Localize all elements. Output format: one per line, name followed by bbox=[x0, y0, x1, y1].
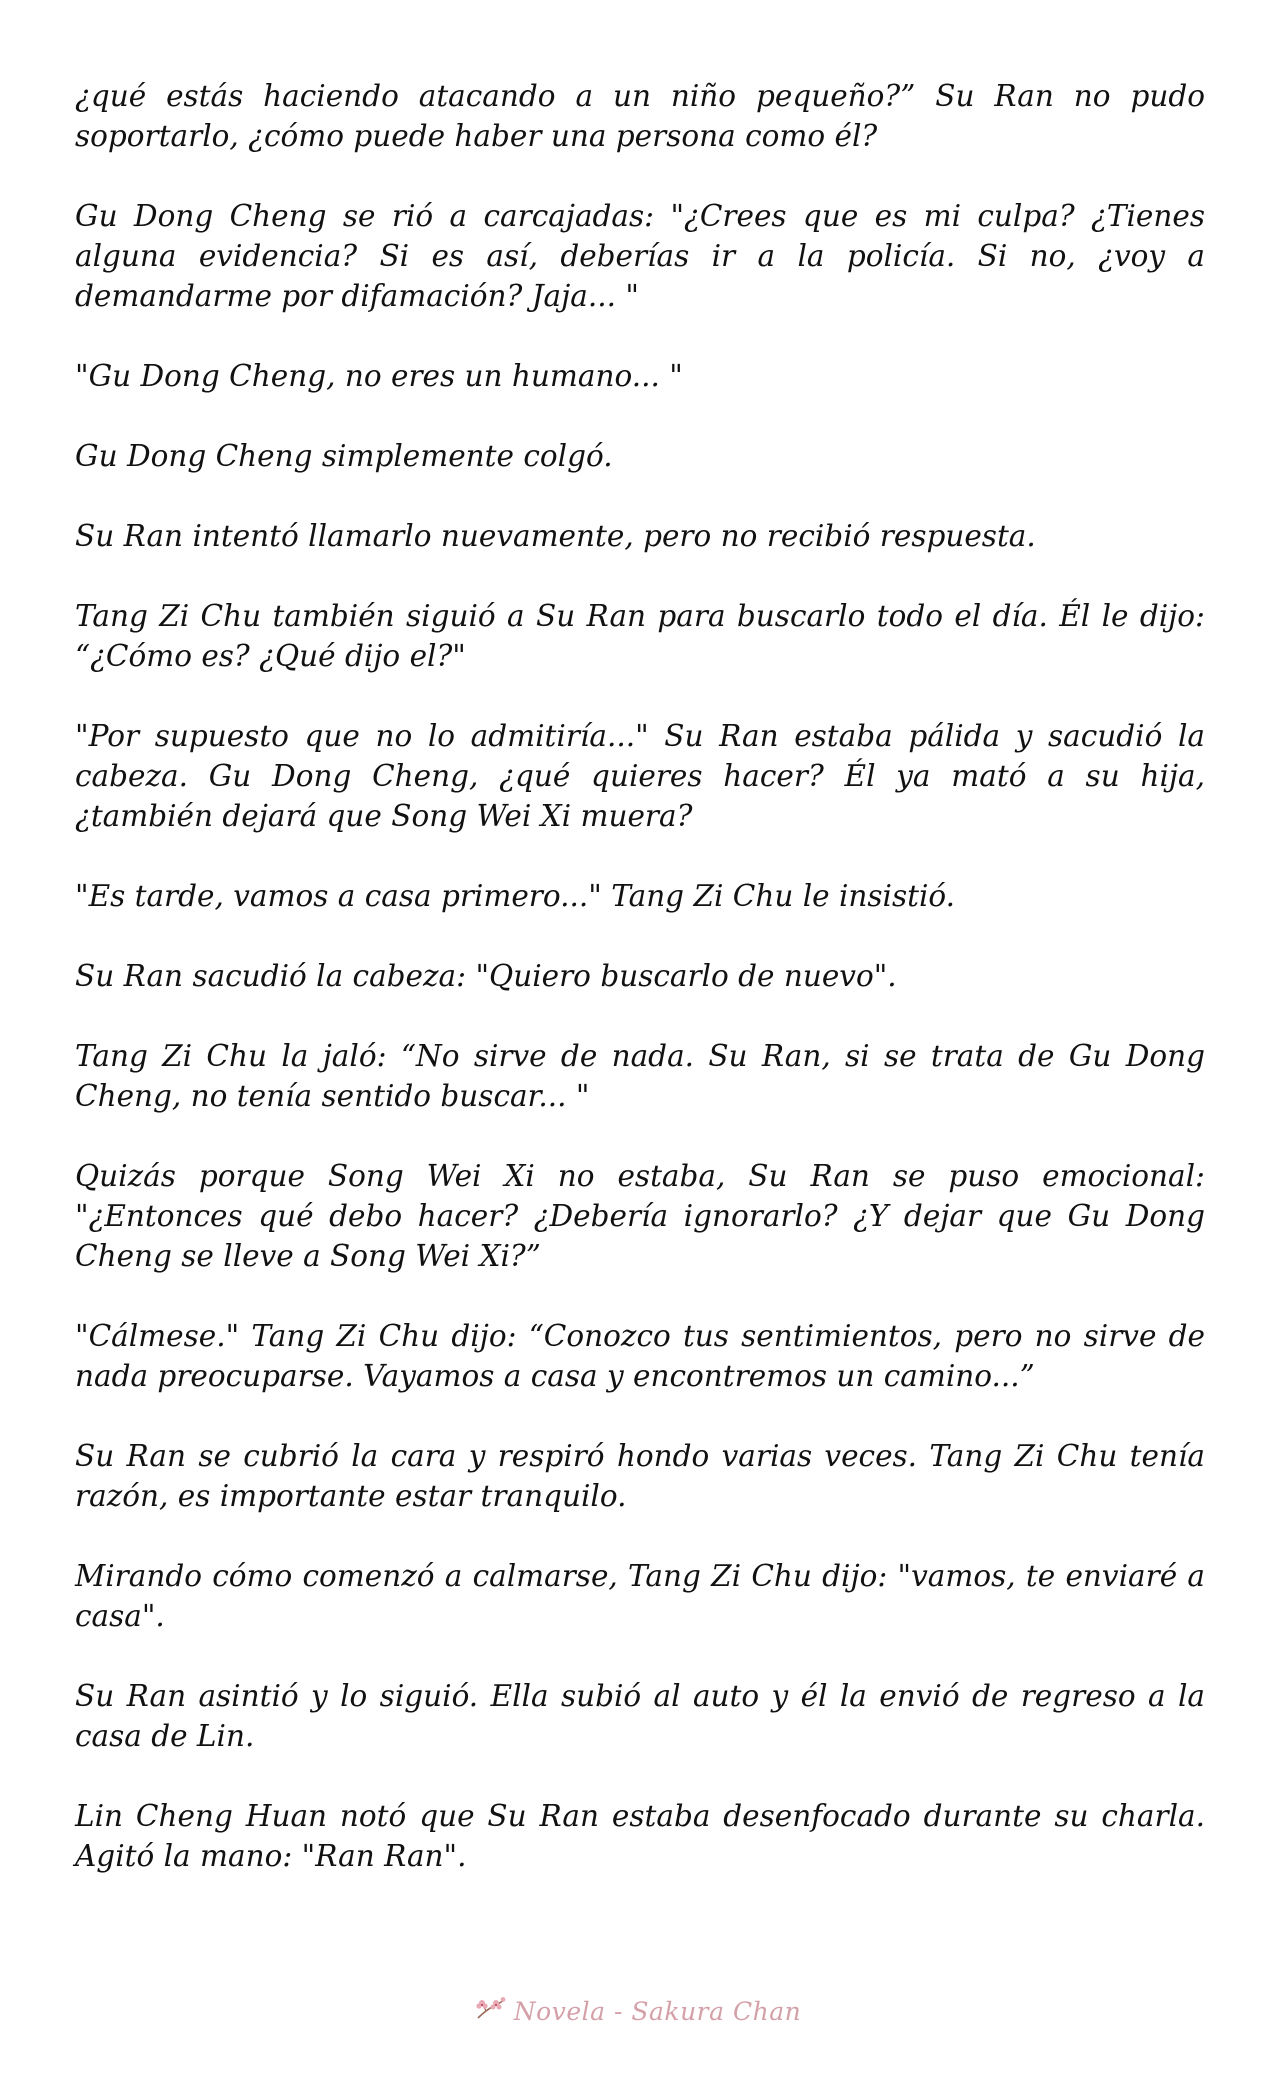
paragraph: Su Ran intentó llamarlo nuevamente, pero no recibió respuesta. bbox=[75, 519, 1036, 553]
paragraph: ¿qué estás haciendo atacando a un niño pequeño?” Su Ran no pudo soportarlo, ¿cómo puede haber una persona como él? bbox=[75, 79, 1205, 153]
paragraph: Lin Cheng Huan notó que Su Ran estaba desenfocado durante su charla. Agitó la mano: "Ran Ran". bbox=[75, 1799, 1205, 1873]
paragraph: Tang Zi Chu también siguió a Su Ran para buscarlo todo el día. Él le dijo: “¿Cómo es? ¿Qué dijo el?" bbox=[75, 599, 1205, 673]
paragraph: Su Ran asintió y lo siguió. Ella subió al auto y él la envió de regreso a la casa de Lin. bbox=[75, 1679, 1205, 1753]
paragraph: Su Ran se cubrió la cara y respiró hondo varias veces. Tang Zi Chu tenía razón, es importante estar tranquilo. bbox=[75, 1439, 1205, 1513]
watermark-footer bbox=[0, 1996, 1275, 2026]
paragraph: Quizás porque Song Wei Xi no estaba, Su Ran se puso emocional: "¿Entonces qué debo hacer? ¿Debería ignorarlo? ¿Y dejar que Gu Dong Cheng se lleve a Song Wei Xi?” bbox=[75, 1159, 1205, 1273]
paragraph: Gu Dong Cheng se rió a carcajadas: "¿Crees que es mi culpa? ¿Tienes alguna evidencia? Si es así, deberías ir a la policía. Si no, ¿voy a demandarme por difamación? Jaja... " bbox=[75, 199, 1205, 313]
paragraph: "Gu Dong Cheng, no eres un humano... " bbox=[75, 359, 683, 393]
paragraph: "Cálmese." Tang Zi Chu dijo: “Conozco tus sentimientos, pero no sirve de nada preocuparse. Vayamos a casa y encontremos un camino...” bbox=[75, 1319, 1205, 1393]
paragraph: Su Ran sacudió la cabeza: "Quiero buscarlo de nuevo". bbox=[75, 959, 897, 993]
paragraph: "Es tarde, vamos a casa primero..." Tang Zi Chu le insistió. bbox=[75, 879, 956, 913]
paragraph: Gu Dong Cheng simplemente colgó. bbox=[75, 439, 613, 473]
paragraph: Mirando cómo comenzó a calmarse, Tang Zi Chu dijo: "vamos, te enviaré a casa". bbox=[75, 1559, 1205, 1633]
document-body bbox=[75, 76, 1205, 1916]
watermark-text: Novela - Sakura Chan bbox=[513, 1996, 802, 2026]
cherry-blossom-icon bbox=[474, 1996, 508, 2026]
paragraph: Tang Zi Chu la jaló: “No sirve de nada. Su Ran, si se trata de Gu Dong Cheng, no tenía sentido buscar... " bbox=[75, 1039, 1205, 1113]
paragraph: "Por supuesto que no lo admitiría..." Su Ran estaba pálida y sacudió la cabeza. Gu Dong Cheng, ¿qué quieres hacer? Él ya mató a su hija, ¿también dejará que Song Wei Xi muera? bbox=[75, 719, 1205, 833]
